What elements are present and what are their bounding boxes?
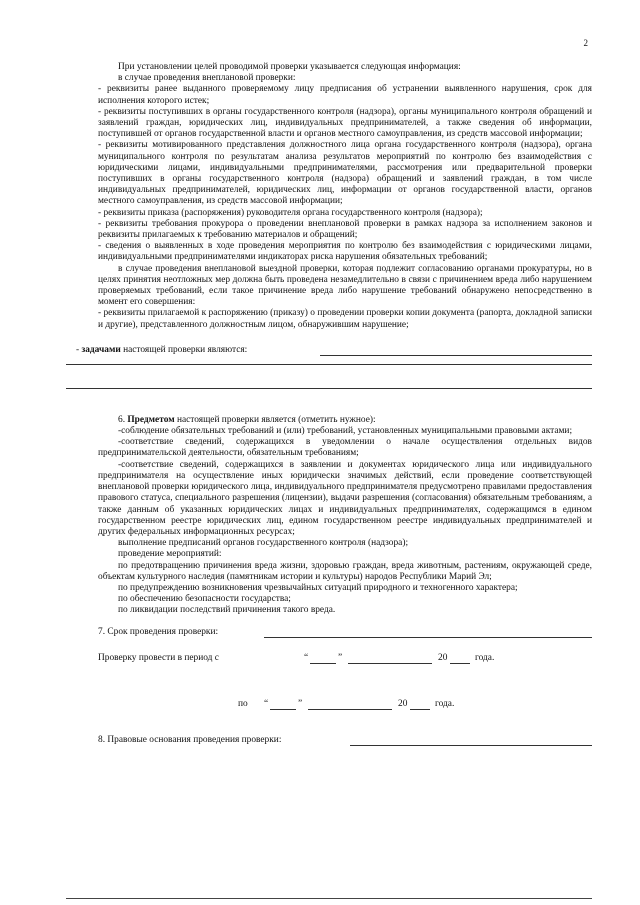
intro-item: - реквизиты поступивших в органы государственного контроля (надзора), органы муниципального контроля обращений и заявлений граждан, юридических лиц, индивидуальных предпринимателей, а также сведения об информации, поступившей от органов государственной власти и органов местного самоуправления, из средств массовой информации; [98,106,592,140]
quote-open: “ [304,652,309,663]
section7-input-line[interactable] [264,627,592,638]
section6-item: -соответствие сведений, содержащихся в заявлении и документах юридического лица или индивидуального предпринимателя на осуществление иных юридически значимых действий, если проведение соответствующей внеплановой проверки юридического лица, индивидуального предпринимателя предусмотрено правилами предоставления правового статуса, специального разрешения (лицензии), выдачи разрешения (согласования) обязательным требованиям, а также данным об указанных юридических лицах и индивидуальных предпринимателях, содержащимся в едином государственном реестре юридических лиц, едином государственном реестре индивидуальных предпринимателей и других федеральных информационных ресурсах; [98,459,592,537]
year-suffix: года. [475,652,495,663]
bottom-line[interactable] [66,898,592,899]
period-from-row [98,653,592,667]
intro-item: - реквизиты ранее выданного проверяемому лицу предписания об устранении выявленного нарушения, срок для исполнения которого истек; [98,84,592,106]
section8-row [98,735,592,749]
section6-item: по предотвращению причинения вреда жизни, здоровью граждан, вреда животным, растениям, окружающей среде, объектам культурного наследия (памятникам истории и культуры) народов Республики Марий Эл; [98,560,592,582]
section6-item: проведение мероприятий: [118,549,222,560]
intro-heading: При установлении целей проводимой проверки указывается следующая информация: [118,62,461,72]
section7-label: 7. Срок проведения проверки: [98,626,219,637]
from-year-input[interactable] [450,653,470,664]
tasks-bold: задачами [81,344,121,355]
intro-onsite-item: - реквизиты прилагаемой к распоряжению (приказу) о проведении проверки копии документа (рапорта, докладной записки и другие), представленного должностным лицом, обнаружившим нарушение; [98,308,592,330]
from-month-input[interactable] [348,653,432,664]
quote-close: ” [338,652,343,663]
period-from-label: Проверку провести в период с [98,652,219,663]
to-month-input[interactable] [308,699,392,710]
tasks-label: - задачами настоящей проверки являются: [76,344,248,355]
year-prefix: 20 [398,698,408,709]
intro-item: - реквизиты приказа (распоряжения) руководителя органа государственного контроля (надзора); [98,207,483,218]
section6-item: по обеспечению безопасности государства; [118,594,291,605]
to-year-input[interactable] [410,699,430,710]
tasks-input-line[interactable] [320,345,592,356]
year-prefix: 20 [438,652,448,663]
section6-bold: Предметом [127,414,175,425]
quote-close: ” [298,698,303,709]
period-to-row [98,699,592,713]
document-body [76,62,592,749]
page-number: 2 [583,38,588,48]
intro-item: - реквизиты требования прокурора о проведении внеплановой проверки в рамках надзора за исполнением законов и реквизиты прилагаемых к требованию материалов и обращений; [98,218,592,241]
section6-item: -соблюдение обязательных требований и (или) требований, установленных муниципальными правовыми актами; [118,426,573,437]
section6-item: по предупреждению возникновения чрезвычайных ситуаций природного и техногенного характера; [118,582,518,593]
section6-item: -соответствие сведений, содержащихся в уведомлении о начале осуществления отдельных видов предпринимательской деятельности, обязательным требованиям; [98,437,592,459]
section6-item: по ликвидации последствий причинения такого вреда. [118,605,336,616]
section8-input-line[interactable] [350,735,592,746]
intro-items [98,84,592,263]
from-day-input[interactable] [310,653,336,664]
intro-item: - реквизиты мотивированного представления должностного лица органа государственного контроля (надзора), органа муниципального контроля по результатам анализа результатов мероприятий по контролю без взаимодействия с юридическими лицами, индивидуальными предпринимателями, рассмотрения или предварительной проверки поступивших в органы государственного контроля (надзора) обращений и заявлений граждан, в том числе индивидуальных предпринимателей, юридических лиц, информации от органов государственной власти, органов местного самоуправления, из средств массовой информации; [98,140,592,207]
section6-item: выполнение предписаний органов государственного контроля (надзора); [118,538,409,549]
quote-open: “ [264,698,269,709]
section8-label: 8. Правовые основания проведения проверки: [98,734,282,745]
intro-item: - сведения о выявленных в ходе проведения мероприятия по контролю без взаимодействия с юридическими лицами, индивидуальными предпринимателями индикаторах риска нарушения обязательных требований; [98,241,592,263]
tasks-row [76,344,592,359]
period-to-label: по [238,698,248,709]
section6-heading: 6. Предметом настоящей проверки является (отметить нужное): [118,414,376,425]
intro-onsite: в случае проведения внеплановой выездной проверки, которая подлежит согласованию органами прокуратуры, но в целях принятия неотложных мер должна быть проведена незамедлительно в связи с причинением вреда либо нарушением проверяемых требований, если такое причинение вреда либо нарушение требований обнаружено непосредственно в момент его совершения: [98,263,592,308]
intro-unscheduled: в случае проведения внеплановой проверки: [118,73,296,84]
to-day-input[interactable] [270,699,296,710]
year-suffix: года. [435,698,455,709]
section7-row [98,627,592,641]
